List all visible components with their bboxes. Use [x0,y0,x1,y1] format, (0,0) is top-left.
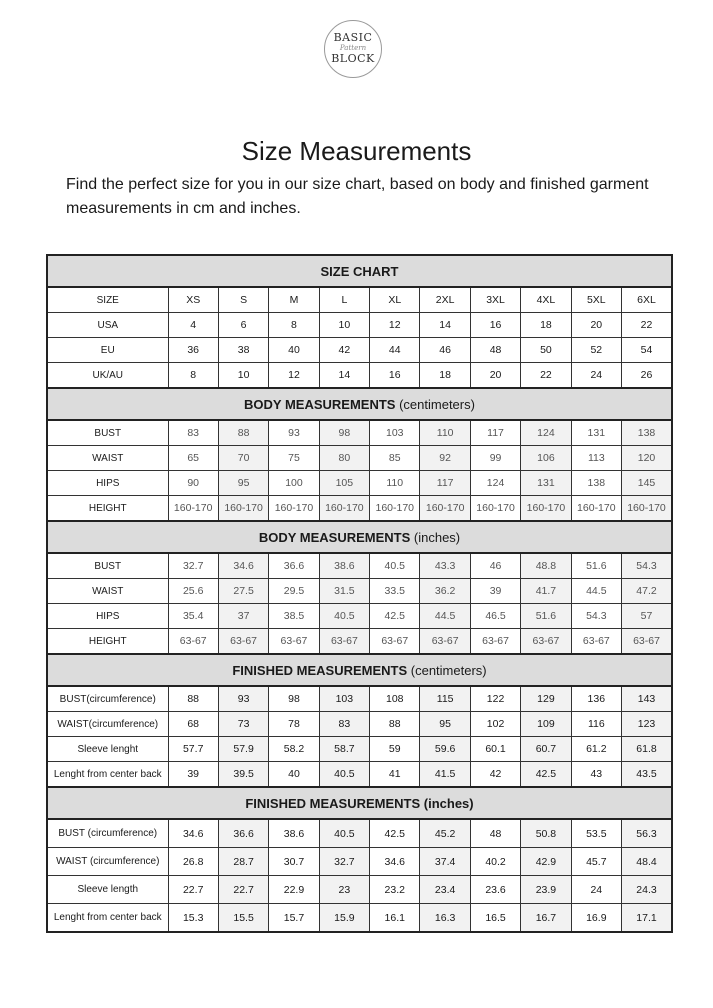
section-subtitle: (inches) [410,529,461,545]
table-cell: 85 [370,446,420,471]
section-title: FINISHED MEASUREMENTS [232,662,408,678]
row-label: HIPS [47,604,168,629]
brand-logo [324,20,382,78]
table-cell: 80 [319,446,369,471]
table-cell: 32.7 [319,848,369,876]
table-cell: 60.1 [470,737,520,762]
table-cell: 54.3 [622,553,672,579]
table-cell: 42.5 [370,604,420,629]
row-label: Sleeve lenght [47,737,168,762]
table-cell: 16 [370,363,420,389]
table-cell: 93 [269,420,319,446]
table-cell: 15.3 [168,904,218,933]
table-cell: 138 [571,471,621,496]
table-cell: 20 [571,313,621,338]
table-cell: 24 [571,363,621,389]
table-cell: 99 [470,446,520,471]
table-row [47,712,672,737]
row-label: USA [47,313,168,338]
row-label: UK/AU [47,363,168,389]
table-cell: 23.9 [521,876,571,904]
table-cell: 44 [370,338,420,363]
table-cell: 22.9 [269,876,319,904]
size-chart-table [46,254,673,933]
table-cell: 88 [168,686,218,712]
intro-text: Find the perfect size for you in our size chart, based on body and finished garment measurements in cm and inches. [66,176,649,217]
table-cell: 63-67 [269,629,319,655]
table-cell: 160-170 [571,496,621,522]
table-cell: 131 [521,471,571,496]
table-cell: 102 [470,712,520,737]
table-row [47,313,672,338]
table-cell: 29.5 [269,579,319,604]
row-label: HEIGHT [47,629,168,655]
table-cell: 42.5 [521,762,571,788]
table-cell: 6 [218,313,268,338]
table-cell: 57.7 [168,737,218,762]
table-row [47,363,672,389]
table-cell: 50.8 [521,819,571,848]
table-cell: 131 [571,420,621,446]
page-title: Size Measurements [241,136,472,166]
table-cell: 53.5 [571,819,621,848]
table-cell: 115 [420,686,470,712]
table-cell: 14 [420,313,470,338]
table-cell: 16.9 [571,904,621,933]
table-cell: 117 [470,420,520,446]
table-row [47,471,672,496]
table-row [47,338,672,363]
table-cell: 38.6 [269,819,319,848]
table-cell: 103 [370,420,420,446]
table-cell: 34.6 [168,819,218,848]
table-cell: 95 [218,471,268,496]
table-cell: 61.2 [571,737,621,762]
table-cell: 16.5 [470,904,520,933]
table-cell: 46 [470,553,520,579]
logo-line-2: Pattern [339,44,367,52]
table-cell: 24 [571,876,621,904]
table-cell: 103 [319,686,369,712]
table-cell: 24.3 [622,876,672,904]
table-cell: 8 [168,363,218,389]
table-row [47,686,672,712]
table-cell: 12 [269,363,319,389]
table-row [47,848,672,876]
table-cell: 27.5 [218,579,268,604]
row-label: BUST [47,553,168,579]
table-cell: 106 [521,446,571,471]
table-cell: 46 [420,338,470,363]
table-cell: 16.1 [370,904,420,933]
table-cell: 160-170 [319,496,369,522]
table-cell: 143 [622,686,672,712]
table-cell: 98 [269,686,319,712]
table-cell: 113 [571,446,621,471]
table-cell: 44.5 [571,579,621,604]
table-cell: 31.5 [319,579,369,604]
table-row [47,553,672,579]
table-cell: 160-170 [622,496,672,522]
table-cell: 47.2 [622,579,672,604]
table-cell: 38.5 [269,604,319,629]
table-cell: 41.5 [420,762,470,788]
table-cell: 63-67 [370,629,420,655]
table-cell: 73 [218,712,268,737]
table-cell: 63-67 [218,629,268,655]
table-cell: 10 [319,313,369,338]
section-header-row [47,654,672,686]
table-cell: 18 [521,313,571,338]
table-cell: 8 [269,313,319,338]
table-cell: 41 [370,762,420,788]
table-cell: 23.6 [470,876,520,904]
table-cell: 23.2 [370,876,420,904]
table-cell: 60.7 [521,737,571,762]
row-label: WAIST [47,579,168,604]
table-cell: 22 [521,363,571,389]
table-cell: 43 [571,762,621,788]
table-cell: 160-170 [168,496,218,522]
table-row [47,629,672,655]
table-cell: 160-170 [521,496,571,522]
table-cell: 100 [269,471,319,496]
row-label: BUST (circumference) [47,819,168,848]
table-row [47,446,672,471]
table-cell: 15.9 [319,904,369,933]
table-row [47,762,672,788]
table-cell: 16 [470,313,520,338]
table-cell: 75 [269,446,319,471]
table-cell: 22.7 [218,876,268,904]
table-cell: 34.6 [218,553,268,579]
table-cell: 52 [571,338,621,363]
section-header-finished-in [47,787,672,819]
logo-line-1: BASIC [333,31,373,44]
table-cell: 45.7 [571,848,621,876]
table-cell: 26 [622,363,672,389]
table-cell: 93 [218,686,268,712]
table-cell: 160-170 [370,496,420,522]
table-cell: 109 [521,712,571,737]
table-cell: 22 [622,313,672,338]
table-cell: 117 [420,471,470,496]
table-cell: 63-67 [622,629,672,655]
table-cell: 40.5 [370,553,420,579]
table-row [47,819,672,848]
table-cell: 160-170 [269,496,319,522]
section-header-row [47,521,672,553]
table-cell: 40.5 [319,762,369,788]
table-cell: 51.6 [571,553,621,579]
table-cell: 63-67 [168,629,218,655]
table-row [47,737,672,762]
table-cell: 105 [319,471,369,496]
table-cell: 40.5 [319,604,369,629]
table-cell: 30.7 [269,848,319,876]
table-cell: 38 [218,338,268,363]
table-cell: 63-67 [571,629,621,655]
section-title: BODY MEASUREMENTS [244,396,396,412]
section-subtitle: (centimeters) [395,396,475,412]
table-cell: 63-67 [470,629,520,655]
table-cell: 40.2 [470,848,520,876]
table-cell: 50 [521,338,571,363]
table-row [47,904,672,933]
table-cell: 78 [269,712,319,737]
table-cell: 36.6 [269,553,319,579]
row-label: SIZE [47,287,168,313]
table-cell: 83 [319,712,369,737]
table-cell: 129 [521,686,571,712]
table-cell: 54 [622,338,672,363]
row-label: BUST [47,420,168,446]
table-cell: 124 [521,420,571,446]
table-cell: 65 [168,446,218,471]
section-title: FINISHED MEASUREMENTS (inches) [245,795,474,811]
table-cell: 44.5 [420,604,470,629]
logo-line-3: BLOCK [331,52,375,65]
table-cell: 37.4 [420,848,470,876]
table-cell: 88 [370,712,420,737]
table-cell: 15.7 [269,904,319,933]
table-cell: 160-170 [420,496,470,522]
table-cell: 37 [218,604,268,629]
table-cell: 40 [269,762,319,788]
table-cell: 123 [622,712,672,737]
size-chart-body [47,255,672,932]
table-cell: 36.6 [218,819,268,848]
table-cell: 110 [420,420,470,446]
table-cell: 32.7 [168,553,218,579]
row-label: Lenght from center back [47,762,168,788]
table-cell: 6XL [622,287,672,313]
section-header-row [47,255,672,287]
table-cell: 41.7 [521,579,571,604]
row-label: Lenght from center back [47,904,168,933]
table-cell: 110 [370,471,420,496]
table-cell: 36.2 [420,579,470,604]
table-cell: 39 [470,579,520,604]
table-cell: 12 [370,313,420,338]
table-cell: 58.7 [319,737,369,762]
table-row [47,287,672,313]
section-header-row [47,388,672,420]
table-cell: 22.7 [168,876,218,904]
table-cell: 88 [218,420,268,446]
row-label: Sleeve length [47,876,168,904]
row-label: WAIST(circumference) [47,712,168,737]
table-cell: 51.6 [521,604,571,629]
table-cell: 3XL [470,287,520,313]
section-subtitle: (centimeters) [407,662,487,678]
table-cell: 120 [622,446,672,471]
table-cell: 48.4 [622,848,672,876]
table-cell: 46.5 [470,604,520,629]
table-cell: 122 [470,686,520,712]
table-cell: 23 [319,876,369,904]
section-header-body-in [47,521,672,553]
row-label: WAIST [47,446,168,471]
row-label: EU [47,338,168,363]
table-cell: 34.6 [370,848,420,876]
table-cell: 4 [168,313,218,338]
table-cell: 5XL [571,287,621,313]
table-cell: 61.8 [622,737,672,762]
row-label: WAIST (circumference) [47,848,168,876]
table-cell: 42 [470,762,520,788]
table-cell: 63-67 [319,629,369,655]
table-cell: 63-67 [521,629,571,655]
table-cell: 16.3 [420,904,470,933]
table-cell: 124 [470,471,520,496]
table-cell: 42 [319,338,369,363]
table-cell: 17.1 [622,904,672,933]
table-cell: 36 [168,338,218,363]
section-header-size-chart [47,255,672,287]
row-label: HIPS [47,471,168,496]
table-cell: 33.5 [370,579,420,604]
table-cell: 4XL [521,287,571,313]
table-cell: L [319,287,369,313]
table-cell: 136 [571,686,621,712]
table-cell: 116 [571,712,621,737]
table-cell: 42.9 [521,848,571,876]
table-cell: 59.6 [420,737,470,762]
section-title: SIZE CHART [320,263,399,279]
table-cell: 23.4 [420,876,470,904]
table-cell: 160-170 [218,496,268,522]
table-cell: 2XL [420,287,470,313]
table-cell: 14 [319,363,369,389]
table-cell: 40.5 [319,819,369,848]
table-row [47,604,672,629]
table-cell: 40 [269,338,319,363]
table-cell: 25.6 [168,579,218,604]
table-cell: 48 [470,819,520,848]
table-cell: 15.5 [218,904,268,933]
table-cell: 59 [370,737,420,762]
table-cell: 26.8 [168,848,218,876]
table-cell: 83 [168,420,218,446]
row-label: HEIGHT [47,496,168,522]
table-cell: 92 [420,446,470,471]
table-row [47,876,672,904]
table-cell: 54.3 [571,604,621,629]
table-cell: 57 [622,604,672,629]
table-cell: 28.7 [218,848,268,876]
table-cell: 48.8 [521,553,571,579]
table-cell: 90 [168,471,218,496]
table-row [47,496,672,522]
table-cell: 56.3 [622,819,672,848]
table-cell: 145 [622,471,672,496]
table-cell: 45.2 [420,819,470,848]
table-cell: 42.5 [370,819,420,848]
table-cell: 43.3 [420,553,470,579]
table-cell: M [269,287,319,313]
table-cell: 95 [420,712,470,737]
table-cell: 57.9 [218,737,268,762]
table-cell: 48 [470,338,520,363]
table-cell: 39.5 [218,762,268,788]
table-cell: XL [370,287,420,313]
table-cell: 70 [218,446,268,471]
table-row [47,579,672,604]
table-cell: 16.7 [521,904,571,933]
table-cell: 68 [168,712,218,737]
table-cell: 10 [218,363,268,389]
section-header-finished-cm [47,654,672,686]
table-cell: 38.6 [319,553,369,579]
table-cell: 63-67 [420,629,470,655]
row-label: BUST(circumference) [47,686,168,712]
table-cell: S [218,287,268,313]
table-cell: 108 [370,686,420,712]
table-cell: 58.2 [269,737,319,762]
table-cell: 98 [319,420,369,446]
table-cell: 18 [420,363,470,389]
table-cell: 160-170 [470,496,520,522]
table-cell: 39 [168,762,218,788]
table-cell: 35.4 [168,604,218,629]
section-header-body-cm [47,388,672,420]
table-cell: 43.5 [622,762,672,788]
section-header-row [47,787,672,819]
table-row [47,420,672,446]
table-cell: 138 [622,420,672,446]
table-cell: 20 [470,363,520,389]
table-cell: XS [168,287,218,313]
section-title: BODY MEASUREMENTS [258,529,411,545]
